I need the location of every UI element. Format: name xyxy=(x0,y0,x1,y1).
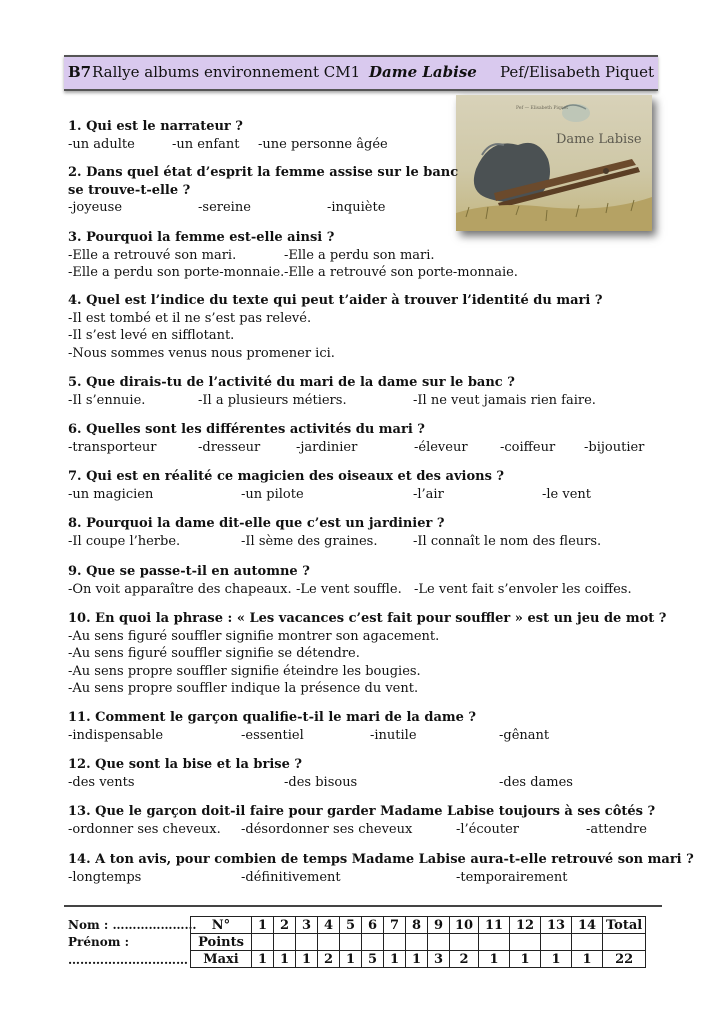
answer-option: -le vent xyxy=(542,486,592,502)
score-cell: 5 xyxy=(340,917,362,934)
answer-option: -ordonner ses cheveux. xyxy=(68,821,221,837)
question-number: 5. xyxy=(68,375,82,390)
answer-option: -Au sens propre souffler signifie éteindre les bougies. xyxy=(68,663,421,679)
score-cell: Points xyxy=(191,934,252,951)
answer-option: -définitivement xyxy=(241,869,341,885)
score-cell: 4 xyxy=(318,917,340,934)
answer-option: -Il ne veut jamais rien faire. xyxy=(413,392,596,408)
score-cell: 1 xyxy=(572,951,603,968)
answer-option: -éleveur xyxy=(414,439,468,455)
score-cell: 2 xyxy=(318,951,340,968)
answer-option: -sereine xyxy=(198,200,251,215)
score-cell: 14 xyxy=(572,917,603,934)
question-title xyxy=(68,803,655,821)
score-cell: 12 xyxy=(510,917,541,934)
score-points-row xyxy=(191,934,646,951)
score-cell: 22 xyxy=(603,951,646,968)
question-text: Quel est l’indice du texte qui peut t’aider à trouver l’identité du mari ? xyxy=(86,293,603,308)
score-input-cell[interactable] xyxy=(450,934,479,951)
score-cell: 1 xyxy=(510,951,541,968)
score-input-cell[interactable] xyxy=(274,934,296,951)
score-input-cell[interactable] xyxy=(340,934,362,951)
question-text: Que se passe-t-il en automne ? xyxy=(86,564,310,579)
score-cell: 11 xyxy=(479,917,510,934)
answer-option: -une personne âgée xyxy=(258,136,388,152)
question-number: 6. xyxy=(68,422,82,437)
question-title xyxy=(68,229,334,247)
answer-option: -un enfant xyxy=(172,136,240,152)
sheet-title: Rallye albums environnement CM1 xyxy=(92,63,361,81)
answer-option: -Au sens propre souffler indique la présence du vent. xyxy=(68,681,419,696)
answer-option: -Elle a perdu son porte-monnaie. xyxy=(68,265,285,280)
score-input-cell[interactable] xyxy=(510,934,541,951)
score-cell: 1 xyxy=(274,951,296,968)
answer-option: -Il sème des graines. xyxy=(241,533,378,549)
score-cell: 7 xyxy=(384,917,406,934)
question-text: Pourquoi la femme est-elle ainsi ? xyxy=(86,230,335,245)
question-title xyxy=(68,709,476,727)
question-title xyxy=(68,515,445,533)
answer-option: -essentiel xyxy=(241,727,304,743)
answer-option: -On voit apparaître des chapeaux. xyxy=(68,581,292,597)
score-cell: 8 xyxy=(406,917,428,934)
answer-option: -longtemps xyxy=(68,869,142,885)
question-number: 3. xyxy=(68,230,82,245)
score-cell: 1 xyxy=(340,951,362,968)
answer-option: -Nous sommes venus nous promener ici. xyxy=(68,345,335,361)
question-title xyxy=(68,374,515,392)
question-text: Qui est en réalité ce magicien des oiseaux et des avions ? xyxy=(86,469,505,484)
cover-authors: Pef — Elisabeth Piquet xyxy=(516,106,569,111)
answer-option: -bijoutier xyxy=(584,439,645,455)
answer-option: -des vents xyxy=(68,774,135,790)
score-cell: 1 xyxy=(479,951,510,968)
question-number: 11. xyxy=(68,710,91,725)
question-title xyxy=(68,292,602,310)
score-input-cell[interactable] xyxy=(479,934,510,951)
score-cell: 1 xyxy=(541,951,572,968)
question-text: Dans quel état d’esprit la femme assise sur le banc xyxy=(86,165,459,180)
question-text: A ton avis, pour combien de temps Madame Labise aura-t-elle retrouvé son mari ? xyxy=(95,852,694,867)
answer-option: -l’écouter xyxy=(456,821,519,837)
question-title xyxy=(68,164,458,182)
score-cell: 3 xyxy=(296,917,318,934)
cover-title: Dame Labise xyxy=(556,132,642,147)
answer-option: -Il connaît le nom des fleurs. xyxy=(413,533,602,549)
answer-option: -un adulte xyxy=(68,136,135,152)
answer-option: -temporairement xyxy=(456,869,568,885)
question-text: Pourquoi la dame dit-elle que c’est un jardinier ? xyxy=(86,516,445,531)
score-cell: 3 xyxy=(428,951,450,968)
score-cell: N° xyxy=(191,917,252,934)
answer-option: -Elle a retrouvé son mari. xyxy=(68,247,237,263)
question-text: Que sont la bise et la brise ? xyxy=(95,757,303,772)
question-text: Quelles sont les différentes activités du mari ? xyxy=(86,422,425,437)
answer-option: -Le vent souffle. xyxy=(296,581,402,597)
score-maxi-row xyxy=(191,951,646,968)
score-table xyxy=(190,916,646,968)
question-text: Qui est le narrateur ? xyxy=(86,119,243,134)
answer-option: -attendre xyxy=(586,821,647,837)
author: Pef/Elisabeth Piquet xyxy=(500,63,655,81)
answer-option: -Il coupe l’herbe. xyxy=(68,533,181,549)
score-cell: 13 xyxy=(541,917,572,934)
question-number: 9. xyxy=(68,564,82,579)
answer-option: -jardinier xyxy=(296,439,358,455)
question-number: 10. xyxy=(68,611,91,626)
answer-option: -un pilote xyxy=(241,486,304,502)
score-input-cell[interactable] xyxy=(406,934,428,951)
book-cover-image xyxy=(456,95,652,231)
answer-option: -coiffeur xyxy=(500,439,556,455)
question-text: Comment le garçon qualifie-t-il le mari de la dame ? xyxy=(95,710,477,725)
answer-option: -des dames xyxy=(499,774,573,790)
score-input-cell[interactable] xyxy=(384,934,406,951)
score-cell: 9 xyxy=(428,917,450,934)
score-cell: 1 xyxy=(406,951,428,968)
question-number: 12. xyxy=(68,757,91,772)
score-input-cell[interactable] xyxy=(296,934,318,951)
answer-option: -Il s’est levé en sifflotant. xyxy=(68,328,235,343)
score-input-cell[interactable] xyxy=(428,934,450,951)
question-number: 1. xyxy=(68,119,82,134)
answer-option: -Il s’ennuie. xyxy=(68,392,146,408)
question-number: 8. xyxy=(68,516,82,531)
answer-option: -joyeuse xyxy=(68,200,123,215)
answer-option: -Elle a perdu son mari. xyxy=(284,247,435,263)
answer-option: -inutile xyxy=(370,727,417,743)
score-cell: Maxi xyxy=(191,951,252,968)
answer-option: -gênant xyxy=(499,727,550,743)
footer-divider xyxy=(64,905,662,907)
score-cell: 6 xyxy=(362,917,384,934)
question-number: 4. xyxy=(68,293,82,308)
score-input-cell[interactable] xyxy=(603,934,646,951)
name-field[interactable]: Nom : ………………… xyxy=(68,918,197,932)
answer-option: -Il a plusieurs métiers. xyxy=(198,392,347,408)
score-cell: 2 xyxy=(450,951,479,968)
answer-option: -Au sens figuré souffler signifie montrer son agacement. xyxy=(68,628,440,644)
score-cell: 1 xyxy=(384,951,406,968)
question-title xyxy=(68,563,310,581)
question-title xyxy=(68,610,666,628)
answer-option: -l’air xyxy=(413,486,444,502)
question-text: Que dirais-tu de l’activité du mari de la dame sur le banc ? xyxy=(86,375,515,390)
answer-option: -Elle a retrouvé son porte-monnaie. xyxy=(284,265,518,280)
answer-option: -un magicien xyxy=(68,486,154,502)
question-title xyxy=(68,468,504,486)
question-number: 13. xyxy=(68,804,91,819)
score-cell: 1 xyxy=(252,917,274,934)
sheet-code: B7 xyxy=(68,63,92,81)
answer-option: -Le vent fait s’envoler les coiffes. xyxy=(414,581,632,597)
score-input-cell[interactable] xyxy=(252,934,274,951)
score-input-cell[interactable] xyxy=(572,934,603,951)
question-title xyxy=(68,421,425,439)
score-cell: 10 xyxy=(450,917,479,934)
header-band xyxy=(64,55,658,91)
answer-option: -Il est tombé et il ne s’est pas relevé. xyxy=(68,310,312,326)
score-cell: 2 xyxy=(274,917,296,934)
question-title xyxy=(68,851,694,869)
question-number: 14. xyxy=(68,852,91,867)
first-name-label: Prénom : xyxy=(68,935,130,949)
question-number: 2. xyxy=(68,165,82,180)
score-cell: 1 xyxy=(296,951,318,968)
album-title: Dame Labise xyxy=(369,63,477,81)
question-text: En quoi la phrase : « Les vacances c’est fait pour souffler » est un jeu de mot ? xyxy=(95,611,667,626)
answer-option: -désordonner ses cheveux xyxy=(241,821,413,837)
question-number: 7. xyxy=(68,469,82,484)
score-input-cell[interactable] xyxy=(318,934,340,951)
score-input-cell[interactable] xyxy=(541,934,572,951)
answer-option: -indispensable xyxy=(68,727,164,743)
score-input-cell[interactable] xyxy=(362,934,384,951)
answer-option: -transporteur xyxy=(68,439,157,455)
question-text: Que le garçon doit-il faire pour garder Madame Labise toujours à ses côtés ? xyxy=(95,804,656,819)
question-text-continued: se trouve-t-elle ? xyxy=(68,182,191,198)
cover-illustration xyxy=(456,95,652,231)
score-cell: 1 xyxy=(252,951,274,968)
question-title xyxy=(68,756,302,774)
answer-option: -des bisous xyxy=(284,774,358,790)
answer-option: -inquiète xyxy=(327,200,386,215)
score-cell: 5 xyxy=(362,951,384,968)
score-cell: Total xyxy=(603,917,646,934)
score-header-row xyxy=(191,917,646,934)
answer-option: -Au sens figuré souffler signifie se détendre. xyxy=(68,646,360,661)
answer-option: -dresseur xyxy=(198,439,261,455)
first-name-field[interactable]: ………………………… xyxy=(68,953,188,967)
question-title xyxy=(68,118,243,136)
